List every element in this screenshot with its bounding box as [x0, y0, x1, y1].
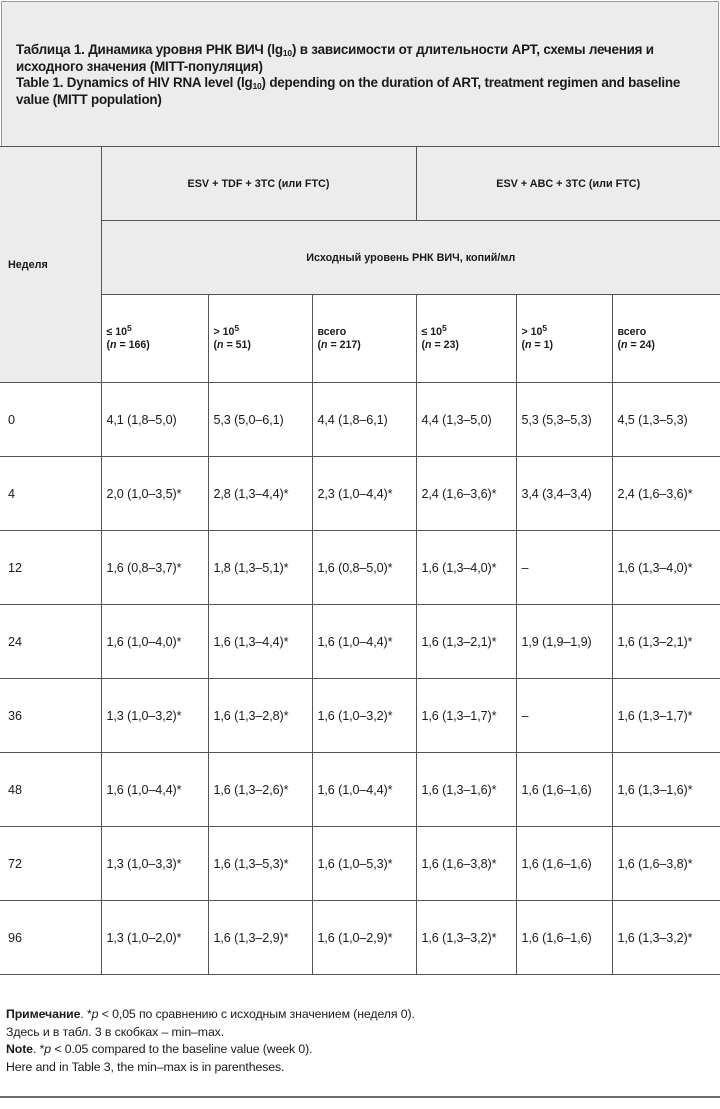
- value-cell: 1,6 (1,6–3,8)*: [416, 827, 516, 901]
- caption-text: [16, 42, 708, 108]
- baseline-group-header: [312, 295, 416, 383]
- table-row: [0, 605, 720, 679]
- bottom-rule: [0, 1096, 720, 1098]
- value-cell: 4,4 (1,8–6,1): [312, 383, 416, 457]
- regimen-1-header: ESV + TDF + 3TC (или FTC): [101, 147, 416, 221]
- baseline-group-n: (n = 51): [213, 338, 251, 351]
- value-cell: 1,6 (1,3–1,7)*: [416, 679, 516, 753]
- week-cell: 4: [0, 457, 101, 531]
- value-cell: 1,6 (1,3–1,6)*: [416, 753, 516, 827]
- value-cell: 1,9 (1,9–1,9): [516, 605, 612, 679]
- table-row: [0, 901, 720, 975]
- value-cell: 1,6 (1,0–5,3)*: [312, 827, 416, 901]
- caption-en-line-1: Table 1. Dynamics of HIV RNA level $(\lg_{10})$ depending on the duration of ART, treatment regimen and baseline: [16, 75, 681, 91]
- value-cell: 3,4 (3,4–3,4): [516, 457, 612, 531]
- value-cell: 1,6 (1,3–3,2)*: [416, 901, 516, 975]
- value-cell: 1,6 (1,6–1,6): [516, 901, 612, 975]
- value-cell: 1,6 (1,0–4,4)*: [312, 753, 416, 827]
- week-cell: 72: [0, 827, 101, 901]
- value-cell: 1,6 (0,8–5,0)*: [312, 531, 416, 605]
- value-cell: 1,6 (0,8–3,7)*: [101, 531, 208, 605]
- value-cell: 4,5 (1,3–5,3): [612, 383, 720, 457]
- baseline-group-label: ≤ $10^5$: [421, 322, 447, 338]
- week-cell: 24: [0, 605, 101, 679]
- week-cell: 36: [0, 679, 101, 753]
- week-column-header: Неделя: [0, 147, 101, 383]
- value-cell: 1,8 (1,3–5,1)*: [208, 531, 312, 605]
- note-en-line-2: Here and in Table 3, the min–max is in parentheses.: [6, 1059, 285, 1074]
- table-row: [0, 827, 720, 901]
- table-row: [0, 457, 720, 531]
- baseline-group-header: [101, 295, 208, 383]
- caption-ru-line-2: исходного значения (MITT-популяция): [16, 58, 263, 74]
- value-cell: –: [516, 531, 612, 605]
- baseline-level-header: Исходный уровень РНК ВИЧ, копий/мл: [101, 221, 720, 295]
- value-cell: 2,0 (1,0–3,5)*: [101, 457, 208, 531]
- table-row: [0, 679, 720, 753]
- value-cell: 1,6 (1,3–2,1)*: [416, 605, 516, 679]
- value-cell: 1,6 (1,3–3,2)*: [612, 901, 720, 975]
- table-note: [6, 1006, 415, 1076]
- baseline-group-header: [516, 295, 612, 383]
- value-cell: 1,6 (1,3–2,9)*: [208, 901, 312, 975]
- value-cell: 2,4 (1,6–3,6)*: [416, 457, 516, 531]
- regimen-2-header: ESV + ABC + 3TC (или FTC): [416, 147, 720, 221]
- table-row: [0, 383, 720, 457]
- hiv-rna-table: [0, 146, 720, 975]
- value-cell: 2,3 (1,0–4,4)*: [312, 457, 416, 531]
- value-cell: 1,6 (1,3–2,6)*: [208, 753, 312, 827]
- value-cell: 1,6 (1,3–4,0)*: [612, 531, 720, 605]
- week-cell: 96: [0, 901, 101, 975]
- value-cell: 1,6 (1,0–4,4)*: [312, 605, 416, 679]
- baseline-group-label: всего: [317, 325, 347, 338]
- baseline-group-n: (n = 24): [617, 338, 655, 351]
- value-cell: 4,4 (1,3–5,0): [416, 383, 516, 457]
- baseline-group-header: [416, 295, 516, 383]
- table-caption: [1, 1, 719, 146]
- note-en-line-1: Note. *p < 0.05 compared to the baseline value (week 0).: [6, 1042, 313, 1057]
- value-cell: 2,4 (1,6–3,6)*: [612, 457, 720, 531]
- value-cell: 1,6 (1,0–3,2)*: [312, 679, 416, 753]
- value-cell: 1,6 (1,0–2,9)*: [312, 901, 416, 975]
- caption-en-line-2: value (MITT population): [16, 91, 162, 107]
- baseline-group-n: (n = 217): [317, 338, 361, 351]
- week-cell: 0: [0, 383, 101, 457]
- note-ru-line-2: Здесь и в табл. 3 в скобках – min–max.: [6, 1024, 225, 1039]
- value-cell: 5,3 (5,3–5,3): [516, 383, 612, 457]
- value-cell: 1,6 (1,3–1,6)*: [612, 753, 720, 827]
- baseline-group-n: (n = 23): [421, 338, 459, 351]
- value-cell: 1,3 (1,0–3,2)*: [101, 679, 208, 753]
- baseline-group-header: [208, 295, 312, 383]
- value-cell: 1,6 (1,0–4,4)*: [101, 753, 208, 827]
- value-cell: 1,6 (1,6–1,6): [516, 753, 612, 827]
- baseline-group-label: всего: [617, 325, 647, 338]
- baseline-group-n: (n = 166): [106, 338, 150, 351]
- baseline-group-label: > $10^5$: [521, 322, 548, 338]
- value-cell: 1,6 (1,3–2,1)*: [612, 605, 720, 679]
- value-cell: 1,6 (1,3–2,8)*: [208, 679, 312, 753]
- value-cell: 1,6 (1,3–1,7)*: [612, 679, 720, 753]
- baseline-group-label: > $10^5$: [213, 322, 240, 338]
- value-cell: 4,1 (1,8–5,0): [101, 383, 208, 457]
- table-row: [0, 753, 720, 827]
- value-cell: 1,3 (1,0–2,0)*: [101, 901, 208, 975]
- baseline-group-n: (n = 1): [521, 338, 554, 351]
- baseline-group-header: [612, 295, 720, 383]
- caption-ru-line-1: Таблица 1. Динамика уровня РНК ВИЧ $(\lg_{10})$ в зависимости от длительности АРТ, схемы лечения и: [16, 42, 654, 58]
- table-row: [0, 531, 720, 605]
- value-cell: 1,6 (1,3–4,0)*: [416, 531, 516, 605]
- value-cell: 1,6 (1,3–5,3)*: [208, 827, 312, 901]
- value-cell: 1,6 (1,3–4,4)*: [208, 605, 312, 679]
- value-cell: 1,3 (1,0–3,3)*: [101, 827, 208, 901]
- value-cell: 1,6 (1,6–1,6): [516, 827, 612, 901]
- week-cell: 12: [0, 531, 101, 605]
- week-cell: 48: [0, 753, 101, 827]
- baseline-group-label: ≤ $10^5$: [106, 322, 132, 338]
- value-cell: 2,8 (1,3–4,4)*: [208, 457, 312, 531]
- value-cell: –: [516, 679, 612, 753]
- value-cell: 1,6 (1,6–3,8)*: [612, 827, 720, 901]
- value-cell: 1,6 (1,0–4,0)*: [101, 605, 208, 679]
- note-ru-line-1: Примечание. *p < 0,05 по сравнению с исходным значением (неделя 0).: [6, 1007, 415, 1021]
- value-cell: 5,3 (5,0–6,1): [208, 383, 312, 457]
